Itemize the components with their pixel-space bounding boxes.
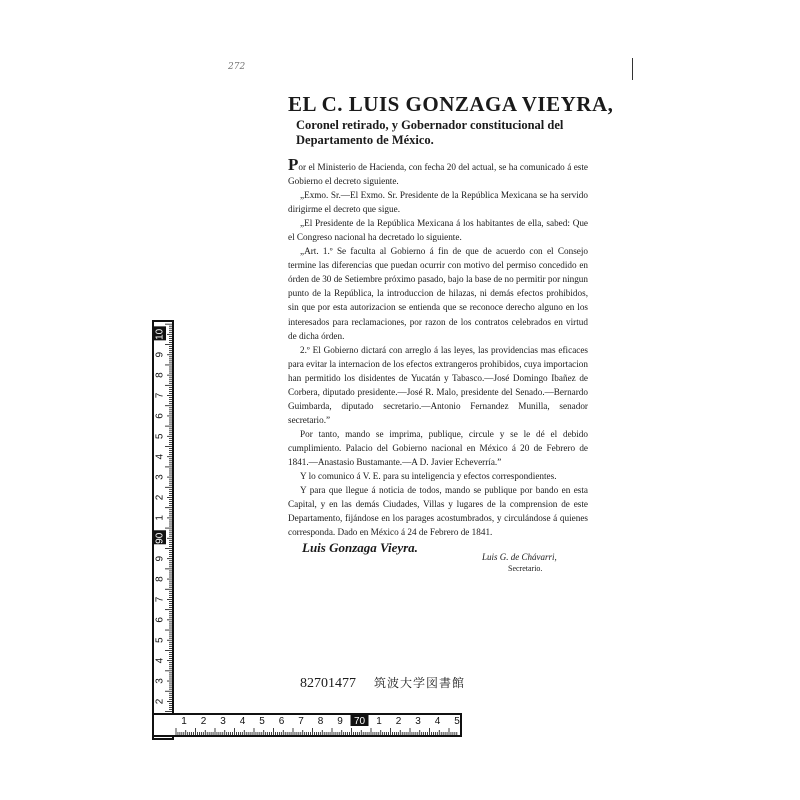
ruler-label: 5: [154, 433, 166, 440]
library-name: 筑波大学図書館: [374, 676, 466, 690]
secretary-signature: Luis G. de Chávarri,: [482, 552, 557, 562]
ruler-label: 2: [395, 716, 402, 727]
signature-block: [300, 538, 590, 578]
page-number: 272: [228, 62, 246, 72]
ruler-label: 70: [353, 716, 366, 727]
secretary-role: Secretario.: [508, 564, 543, 573]
document-body: [288, 155, 588, 539]
ruler-label: 3: [154, 474, 166, 480]
ruler-label: 7: [154, 596, 166, 603]
ruler-label: 8: [154, 372, 166, 378]
horizontal-ruler-scale: [154, 715, 460, 735]
ruler-label: 6: [154, 617, 166, 623]
margin-mark: [632, 58, 633, 80]
decree-document: [288, 92, 614, 539]
paragraph-3: „El Presidente de la República Mexicana á los habitantes de ella, sabed: Que el Congreso nacional ha decretado lo siguiente.: [288, 218, 588, 243]
ruler-label: 10: [154, 328, 166, 340]
document-title: EL C. LUIS GONZAGA VIEYRA,: [288, 92, 614, 116]
vertical-ruler: [152, 320, 174, 740]
ruler-label: 9: [154, 351, 166, 358]
dropcap: P: [288, 155, 299, 174]
ruler-label: 7: [298, 716, 304, 727]
ruler-label: 2: [200, 716, 207, 727]
ruler-label: 4: [239, 716, 246, 727]
ruler-label: 5: [154, 637, 166, 644]
ruler-label: 6: [154, 413, 166, 419]
ruler-label: 90: [154, 532, 166, 544]
ruler-label: 8: [154, 576, 166, 582]
paragraph-7: Y lo comunico á V. E. para su inteligencia y efectos correspondientes.: [300, 471, 557, 482]
paragraph-2: „Exmo. Sr.—El Exmo. Sr. Presidente de la República Mexicana se ha servido dirigirme el decreto que sigue.: [288, 190, 588, 215]
ruler-label: 2: [154, 698, 166, 705]
ruler-label: 4: [154, 657, 166, 664]
paragraph-8: Y para que llegue á noticia de todos, mando se publique por bando en esta Capital, y en las demás Ciudades, Villas y lugares de la comprension de este Departamento, fijándose en los parages acostumbrados, y circulándose á quienes corresponda. Dado en México á 24 de Febrero de 1841.: [288, 485, 588, 538]
ruler-label: 1: [154, 515, 166, 521]
ruler-label: 3: [154, 678, 166, 684]
ruler-label: 8: [317, 716, 324, 727]
ruler-label: 6: [278, 716, 285, 727]
ruler-label: 7: [154, 392, 166, 399]
document-subtitle: Coronel retirado, y Gobernador constitucional del Departamento de México.: [296, 118, 564, 147]
paragraph-5: 2.º El Gobierno dictará con arreglo á las leyes, las providencias mas eficaces para evitar la internacion de los efectos extrangeros prohibidos, cuya importacion han permitido los disidentes de Yucatán y Tabasco.—José Domingo Ibañez de Corbera, diputado presidente.—José R. Malo, presidente del Senado.—Bernardo Guimbarda, diputado secretario.—Antonio Fernandez Munilla, senador secretario.”: [288, 344, 588, 425]
ruler-label: 1: [376, 716, 382, 727]
ruler-label: 5: [259, 716, 265, 727]
ruler-label: 2: [154, 494, 166, 501]
governor-signature: Luis Gonzaga Vieyra.: [302, 540, 418, 555]
ruler-label: 1: [181, 716, 187, 727]
ruler-label: 9: [154, 555, 166, 562]
paragraph-4: „Art. 1.º Se faculta al Gobierno á fin de que de acuerdo con el Consejo termine las diferencias que puedan ocurrir con motivo del permiso concedido en órden de 30 de Setiembre próximo pasado, bajo la base de no permitir por ningun punto de la República, la introduccion de hilazas, ni demás efectos prohibidos, sin que por esta autorizacion se entienda que se reconoce derecho alguno en los interesados para reclamaciones, por razon de los contratos celebrados en virtud de dicha órden.: [288, 246, 588, 341]
vertical-ruler-scale: [154, 322, 172, 738]
ruler-label: 5: [454, 716, 460, 727]
paragraph-6: Por tanto, mando se imprima, publique, circule y se le dé el debido cumplimiento. Palacio del Gobierno nacional en México á 20 de Febrero de 1841.—Anastasio Bustamante.—A D. Javier Echeverría.”: [288, 428, 588, 467]
catalog-number: 82701477: [300, 676, 356, 691]
ruler-label: 3: [220, 716, 226, 727]
ruler-label: 4: [154, 453, 166, 460]
ruler-label: 9: [337, 716, 343, 727]
paragraph-1: Por el Ministerio de Hacienda, con fecha 20 del actual, se ha comunicado á este Gobierno el decreto siguiente.: [288, 155, 588, 187]
library-stamp: [300, 674, 465, 692]
ruler-label: 4: [434, 716, 441, 727]
horizontal-ruler: [152, 713, 462, 737]
ruler-label: 3: [415, 716, 421, 727]
